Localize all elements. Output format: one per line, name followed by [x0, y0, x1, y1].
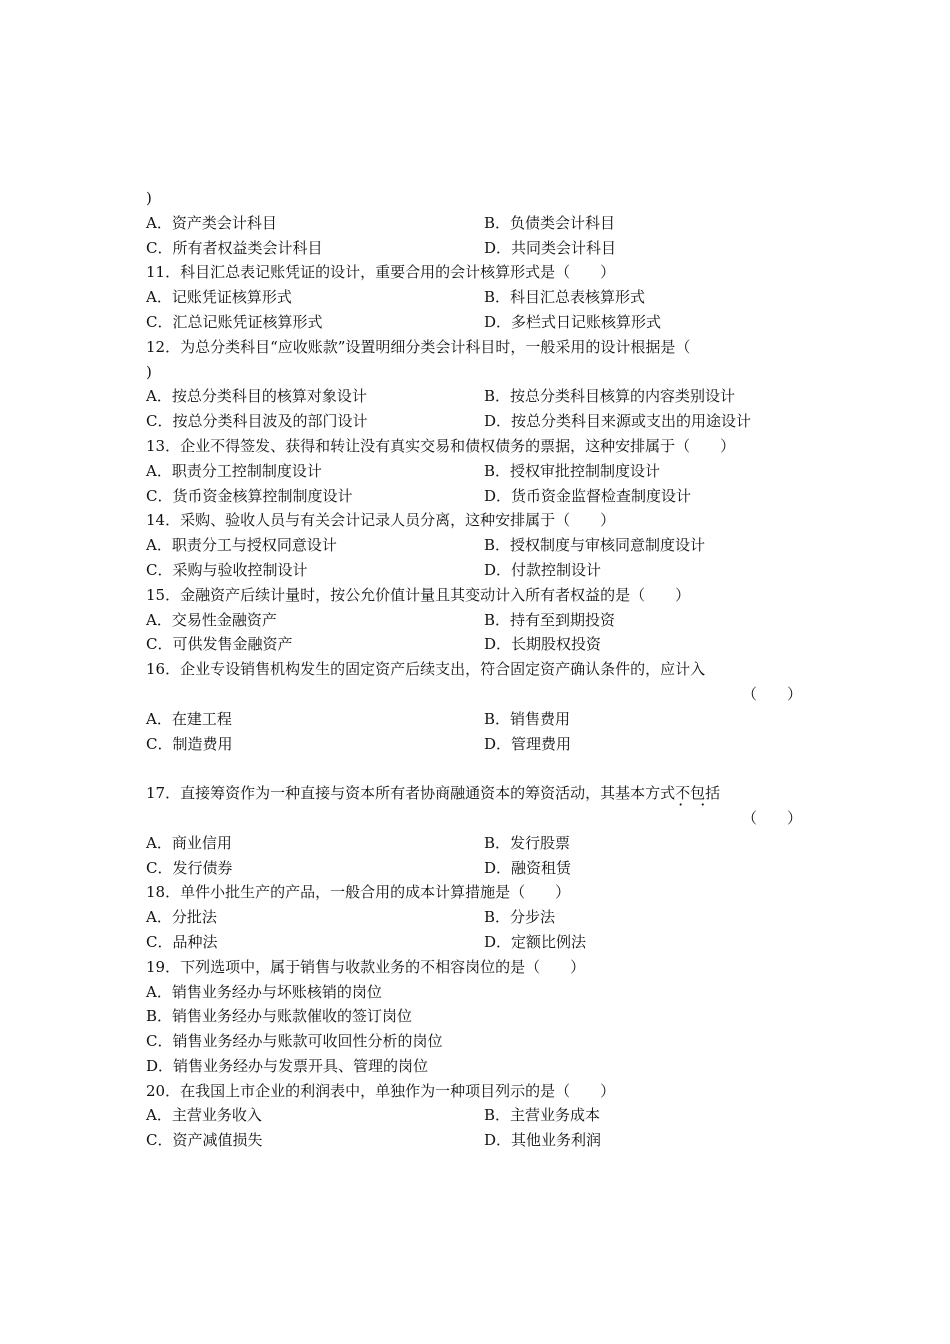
q12-options-row1 — [146, 384, 806, 409]
q16-option-a: A．在建工程 — [146, 709, 232, 728]
q11-options-row2 — [146, 310, 806, 335]
q20-options-row2 — [146, 1128, 806, 1153]
q16-option-b: B．销售费用 — [484, 709, 571, 728]
q12-stem-tail: ) — [146, 362, 152, 381]
q15-option-a: A．交易性金融资产 — [146, 610, 277, 629]
q15-options-row1 — [146, 608, 806, 633]
q17-option-a: A．商业信用 — [146, 833, 232, 852]
q14-options-row1 — [146, 533, 806, 558]
q15-option-d: D．长期股权投资 — [484, 635, 602, 654]
q10-options-row2 — [146, 236, 806, 261]
q13-options-row1 — [146, 459, 806, 484]
q15-options-row2 — [146, 632, 806, 657]
blank-spacer — [146, 756, 806, 781]
q18-options-row1 — [146, 905, 806, 930]
exam-page — [146, 186, 806, 1153]
q16-options-row1 — [146, 707, 806, 732]
q10-stem-tail: ) — [146, 189, 152, 207]
q16-stem: 16．企业专设销售机构发生的固定资产后续支出，符合固定资产确认条件的，应计入 — [146, 660, 706, 679]
q14-stem: 14．采购、验收人员与有关会计记录人员分离，这种安排属于（ ） — [146, 511, 616, 530]
q11-option-c: C．汇总记账凭证核算形式 — [146, 312, 323, 331]
q12-option-a: A．按总分类科目的核算对象设计 — [146, 387, 367, 406]
q10-option-b: B．负债类会计科目 — [484, 213, 616, 232]
q13-option-b: B．授权审批控制制度设计 — [484, 461, 661, 480]
q17-options-row1 — [146, 831, 806, 856]
q11-option-b: B．科目汇总表核算形式 — [484, 288, 646, 307]
q14-option-a: A．职责分工与授权同意设计 — [146, 536, 337, 555]
q13-option-c: C．货币资金核算控制制度设计 — [146, 486, 353, 505]
q13-option-d: D．货币资金监督检查制度设计 — [484, 486, 692, 505]
q16-option-d: D．管理费用 — [484, 734, 572, 753]
q10-option-d: D．共同类会计科目 — [484, 238, 617, 257]
q13-stem: 13．企业不得签发、获得和转让没有真实交易和债权债务的票据，这种安排属于（ ） — [146, 436, 736, 455]
q12-option-c: C．按总分类科目波及的部门设计 — [146, 412, 368, 431]
q12-stem: 12．为总分类科目“应收账款”设置明细分类会计科目时，一般采用的设计根据是（ — [146, 337, 691, 356]
q18-option-c: C．品种法 — [146, 932, 218, 951]
q17-option-b: B．发行股票 — [484, 833, 571, 852]
q15-option-b: B．持有至到期投资 — [484, 610, 616, 629]
q18-option-b: B．分步法 — [484, 908, 556, 927]
q19-option-a: A．销售业务经办与坏账核销的岗位 — [146, 982, 382, 1001]
q13-options-row2 — [146, 484, 806, 509]
q18-stem: 18．单件小批生产的产品，一般合用的成本计算措施是（ ） — [146, 883, 571, 902]
q14-options-row2 — [146, 558, 806, 583]
q11-options-row1 — [146, 285, 806, 310]
q10-options-row1 — [146, 211, 806, 236]
q17-answer-paren: （ ） — [741, 808, 802, 827]
q12-options-row2 — [146, 409, 806, 434]
q17-options-row2 — [146, 856, 806, 881]
q20-option-b: B．主营业务成本 — [484, 1106, 601, 1125]
q12-option-b: B．按总分类科目核算的内容类别设计 — [484, 387, 736, 406]
q11-option-a: A．记账凭证核算形式 — [146, 288, 292, 307]
q15-option-c: C．可供发售金融资产 — [146, 635, 293, 654]
q19-stem: 19．下列选项中，属于销售与收款业务的不相容岗位的是（ ） — [146, 957, 586, 976]
q17-option-c: C．发行债券 — [146, 858, 233, 877]
q17-stem-main: 17．直接筹资作为一种直接与资本所有者协商融通资本的筹资活动，其基本方式 — [146, 784, 676, 803]
q19-option-c: C．销售业务经办与账款可收回性分析的岗位 — [146, 1032, 443, 1051]
q11-option-d: D．多栏式日记账核算形式 — [484, 312, 662, 331]
q18-option-d: D．定额比例法 — [484, 932, 587, 951]
q16-answer-paren: （ ） — [741, 684, 802, 703]
q14-option-b: B．授权制度与审核同意制度设计 — [484, 536, 706, 555]
q10-option-c: C．所有者权益类会计科目 — [146, 238, 323, 257]
q20-option-d: D．其他业务利润 — [484, 1131, 602, 1150]
q14-option-c: C．采购与验收控制设计 — [146, 560, 308, 579]
q20-options-row1 — [146, 1103, 806, 1128]
q20-stem: 20．在我国上市企业的利润表中，单独作为一种项目列示的是（ ） — [146, 1081, 616, 1100]
q11-stem: 11．科目汇总表记账凭证的设计，重要合用的会计核算形式是（ ） — [146, 263, 616, 282]
q16-options-row2 — [146, 732, 806, 757]
q19-option-b: B．销售业务经办与账款催收的签订岗位 — [146, 1007, 413, 1026]
q20-option-c: C．资产减值损失 — [146, 1131, 263, 1150]
q20-option-a: A．主营业务收入 — [146, 1106, 262, 1125]
q18-option-a: A．分批法 — [146, 908, 217, 927]
q13-option-a: A．职责分工控制制度设计 — [146, 461, 322, 480]
q14-option-d: D．付款控制设计 — [484, 560, 602, 579]
q16-option-c: C．制造费用 — [146, 734, 233, 753]
q12-option-d: D．按总分类科目来源或支出的用途设计 — [484, 412, 752, 431]
q10-option-a: A．资产类会计科目 — [146, 213, 277, 232]
q17-stem — [146, 781, 806, 806]
q18-options-row2 — [146, 930, 806, 955]
q19-option-d: D．销售业务经办与发票开具、管理的岗位 — [146, 1056, 429, 1075]
q17-stem-emphasis: 不包括 · · — [675, 784, 720, 802]
q17-option-d: D．融资租赁 — [484, 858, 572, 877]
q15-stem: 15．金融资产后续计量时，按公允价值计量且其变动计入所有者权益的是（ ） — [146, 585, 691, 604]
